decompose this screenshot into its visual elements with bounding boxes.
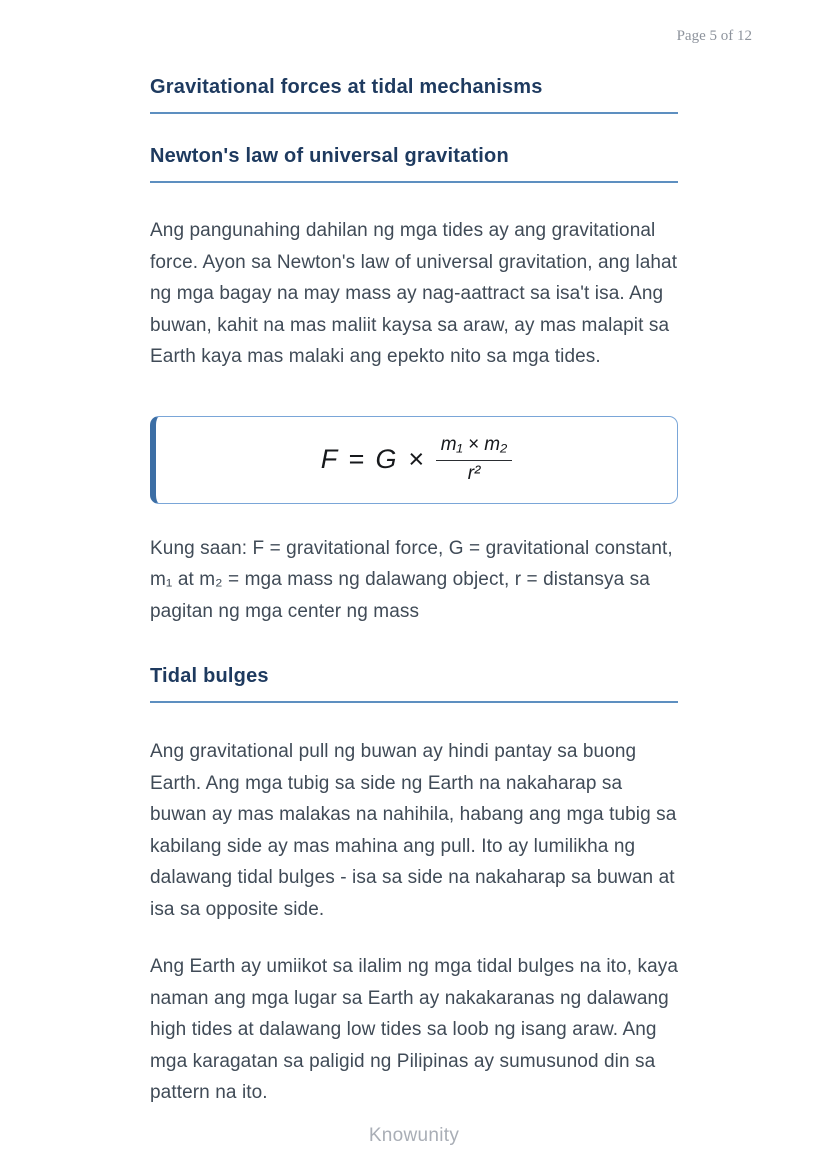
- main-heading: Gravitational forces at tidal mechanisms: [150, 76, 543, 98]
- gravitation-formula: [321, 434, 513, 486]
- formula-box: [150, 416, 678, 504]
- heading-rule: [150, 181, 678, 183]
- heading-rule: [150, 701, 678, 703]
- formula-lhs: F = G ×: [320, 444, 426, 474]
- document-content: [0, 76, 828, 1109]
- tidal-bulges-paragraph-1: Ang gravitational pull ng buwan ay hindi pantay sa buong Earth. Ang mga tubig sa side ng Earth na nakaharap sa buwan ay mas malakas na nahihila, habang ang mga tubig sa kabilang side ay mas mahina ang pull. Ito ay lumilikha ng dalawang tidal bulges - isa sa side na nakaharap sa buwan at isa sa opposite side.: [150, 741, 677, 920]
- page-number: Page 5 of 12: [676, 28, 752, 44]
- formula-numerator: m₁ × m₂: [436, 434, 513, 461]
- heading-rule: [150, 112, 678, 114]
- footer-brand: Knowunity: [368, 1125, 460, 1146]
- newton-paragraph: Ang pangunahing dahilan ng mga tides ay ang gravitational force. Ayon sa Newton's law of universal gravitation, ang lahat ng mga bagay na may mass ay nag-aattract sa isa't isa. Ang buwan, kahit na mas maliit kaysa sa araw, ay mas malapit sa Earth kaya mas malaki ang epekto nito sa mga tides.: [150, 220, 678, 367]
- formula-fraction: [436, 434, 513, 486]
- tidal-bulges-paragraph-2: Ang Earth ay umiikot sa ilalim ng mga tidal bulges na ito, kaya naman ang mga lugar sa Earth ay nakakaranas ng dalawang high tides at dalawang low tides sa loob ng isang araw. Ang mga karagatan sa paligid ng Pilipinas ay sumusunod din sa pattern na ito.: [150, 956, 679, 1103]
- formula-denominator: r²: [467, 462, 481, 484]
- newton-section-heading: Newton's law of universal gravitation: [150, 145, 509, 167]
- formula-legend-paragraph: Kung saan: F = gravitational force, G = gravitational constant, m₁ at m₂ = mga mass ng dalawang object, r = distansya sa pagitan ng mga center ng mass: [150, 537, 673, 622]
- tidal-bulges-section-heading: Tidal bulges: [150, 665, 269, 687]
